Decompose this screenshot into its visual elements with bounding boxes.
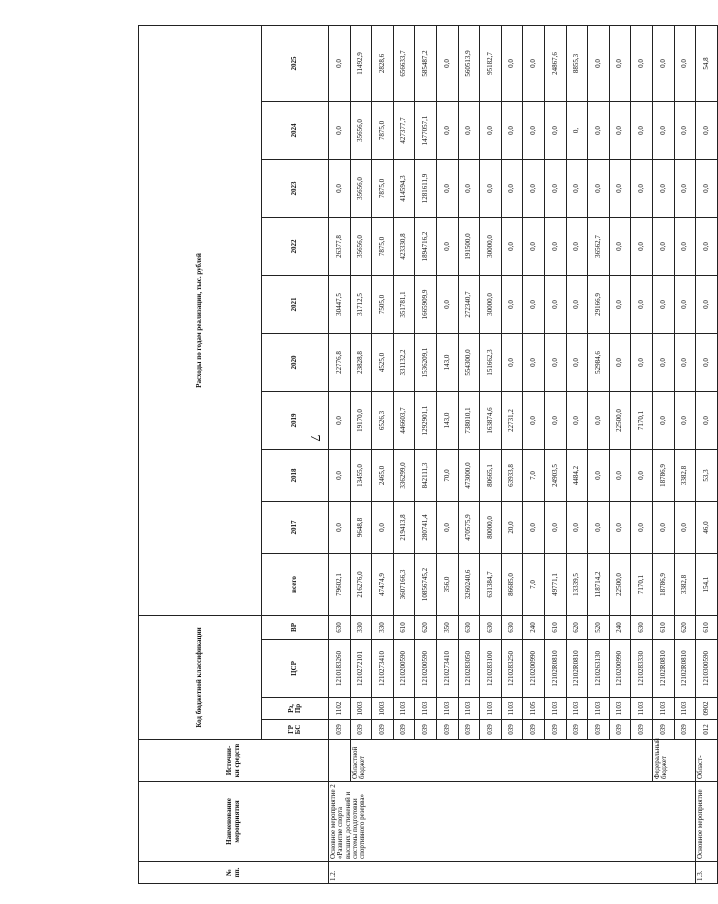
- rzpr-cell: 1103: [588, 698, 610, 720]
- value-cell: 7875,0: [372, 101, 394, 159]
- value-cell: 80000,0: [480, 501, 502, 553]
- value-cell: 351781,1: [393, 275, 415, 333]
- value-cell: 1292901,1: [415, 391, 437, 449]
- measure-name: Основное мероприятие 2 «Развитие спорта высших достижений и системы подготовки спортивного резерва»: [329, 782, 696, 862]
- col-grbs: ГР БС: [262, 720, 329, 740]
- value-cell: 0,0: [436, 275, 458, 333]
- value-cell: 7,0: [523, 449, 545, 501]
- value-cell: 7505,0: [372, 275, 394, 333]
- value-cell: 9648,8: [350, 501, 372, 553]
- value-cell: 0,0: [631, 449, 653, 501]
- grbs-cell: 039: [436, 720, 458, 740]
- value-cell: 0,0: [480, 159, 502, 217]
- value-cell: 52984,6: [588, 333, 610, 391]
- value-cell: 0,0: [674, 333, 696, 391]
- value-cell: 1536209,1: [415, 333, 437, 391]
- value-cell: 0,0: [674, 275, 696, 333]
- value-cell: 0,0: [523, 25, 545, 101]
- value-cell: 7170,1: [631, 553, 653, 615]
- value-cell: 0,0: [696, 101, 718, 159]
- value-cell: 2828,6: [372, 25, 394, 101]
- value-cell: 49771,1: [544, 553, 566, 615]
- value-cell: 0,0: [329, 449, 351, 501]
- grbs-cell: 039: [501, 720, 523, 740]
- col-kbk: Код бюджетной классификации: [139, 615, 262, 739]
- value-cell: 2465,0: [372, 449, 394, 501]
- value-cell: 191500,0: [458, 217, 480, 275]
- value-cell: 0,0: [458, 159, 480, 217]
- value-cell: 1665909,9: [415, 275, 437, 333]
- value-cell: 272340,7: [458, 275, 480, 333]
- value-cell: 31712,5: [350, 275, 372, 333]
- value-cell: 216276,0: [350, 553, 372, 615]
- csr-cell: 1210200590: [415, 640, 437, 698]
- value-cell: 0,0: [544, 333, 566, 391]
- value-cell: 7170,1: [631, 391, 653, 449]
- vr-cell: 620: [674, 615, 696, 639]
- col-year: 2020: [262, 333, 329, 391]
- value-cell: 414594,3: [393, 159, 415, 217]
- value-cell: 0,0: [631, 501, 653, 553]
- value-cell: 23828,8: [350, 333, 372, 391]
- value-cell: 0,0: [696, 159, 718, 217]
- rzpr-cell: 1105: [523, 698, 545, 720]
- measure-name: Основное мероприятие: [696, 782, 718, 862]
- value-cell: 30000,0: [480, 275, 502, 333]
- table-row: [329, 25, 351, 883]
- value-cell: 30000,0: [480, 217, 502, 275]
- value-cell: 47474,9: [372, 553, 394, 615]
- value-cell: 13339,5: [566, 553, 588, 615]
- value-cell: 423330,8: [393, 217, 415, 275]
- csr-cell: 1210200990: [523, 640, 545, 698]
- value-cell: 631384,7: [480, 553, 502, 615]
- value-cell: 0,0: [609, 101, 631, 159]
- rzpr-cell: 1102: [329, 698, 351, 720]
- vr-cell: 630: [329, 615, 351, 639]
- value-cell: 3382,8: [674, 553, 696, 615]
- vr-cell: 620: [415, 615, 437, 639]
- col-rzpr: Рз, Пр: [262, 698, 329, 720]
- value-cell: 0,0: [329, 501, 351, 553]
- vr-cell: 240: [609, 615, 631, 639]
- value-cell: 29166,9: [588, 275, 610, 333]
- value-cell: 0,0: [588, 391, 610, 449]
- grbs-cell: 039: [588, 720, 610, 740]
- col-source: Источни-ки средств: [139, 740, 329, 782]
- value-cell: 0,0: [329, 101, 351, 159]
- value-cell: 0,0: [588, 101, 610, 159]
- value-cell: 336299,0: [393, 449, 415, 501]
- grbs-cell: 039: [458, 720, 480, 740]
- value-cell: 0,0: [631, 333, 653, 391]
- csr-cell: 1210200990: [609, 640, 631, 698]
- value-cell: 0,0: [631, 217, 653, 275]
- value-cell: 0,0: [652, 391, 674, 449]
- value-cell: 26377,8: [329, 217, 351, 275]
- rzpr-cell: 1003: [350, 698, 372, 720]
- vr-cell: 630: [501, 615, 523, 639]
- value-cell: 0,0: [436, 217, 458, 275]
- value-cell: 0,0: [609, 159, 631, 217]
- value-cell: 11492,9: [350, 25, 372, 101]
- rzpr-cell: 1103: [480, 698, 502, 720]
- value-cell: 0,0: [696, 333, 718, 391]
- value-cell: 0,0: [544, 501, 566, 553]
- value-cell: 0,0: [436, 159, 458, 217]
- value-cell: 3382,8: [674, 449, 696, 501]
- value-cell: 1894716,2: [415, 217, 437, 275]
- grbs-cell: 039: [566, 720, 588, 740]
- csr-cell: 1210263130: [588, 640, 610, 698]
- vr-cell: 620: [566, 615, 588, 639]
- csr-cell: 1210283050: [458, 640, 480, 698]
- value-cell: 219413,8: [393, 501, 415, 553]
- value-cell: 22776,8: [329, 333, 351, 391]
- value-cell: 0,0: [696, 275, 718, 333]
- rzpr-cell: 1103: [415, 698, 437, 720]
- value-cell: 0,0: [566, 501, 588, 553]
- col-vr: ВР: [262, 615, 329, 639]
- value-cell: 554300,0: [458, 333, 480, 391]
- value-cell: 0,0: [544, 275, 566, 333]
- value-cell: 0,0: [329, 25, 351, 101]
- rzpr-cell: 1003: [372, 698, 394, 720]
- value-cell: 79602,1: [329, 553, 351, 615]
- vr-cell: 610: [544, 615, 566, 639]
- value-cell: 0,0: [588, 159, 610, 217]
- value-cell: 473000,0: [458, 449, 480, 501]
- value-cell: 0,0: [652, 501, 674, 553]
- value-cell: 4525,0: [372, 333, 394, 391]
- csr-cell: 1210283330: [631, 640, 653, 698]
- value-cell: 0,0: [674, 159, 696, 217]
- rotated-page: [138, 26, 710, 884]
- value-cell: 7,0: [523, 553, 545, 615]
- value-cell: 46,0: [696, 501, 718, 553]
- value-cell: 118714,2: [588, 553, 610, 615]
- value-cell: 143,0: [436, 391, 458, 449]
- vr-cell: 240: [523, 615, 545, 639]
- vr-cell: 610: [652, 615, 674, 639]
- grbs-cell: 039: [544, 720, 566, 740]
- rzpr-cell: 1103: [652, 698, 674, 720]
- value-cell: 0,0: [329, 159, 351, 217]
- value-cell: 0,0: [631, 159, 653, 217]
- vr-cell: 610: [696, 615, 718, 639]
- value-cell: 7875,0: [372, 217, 394, 275]
- rzpr-cell: 1103: [566, 698, 588, 720]
- value-cell: 0,0: [436, 25, 458, 101]
- col-year: 2018: [262, 449, 329, 501]
- value-cell: 0,0: [566, 275, 588, 333]
- table-row: [652, 25, 674, 883]
- value-cell: 356,0: [436, 553, 458, 615]
- value-cell: 163874,6: [480, 391, 502, 449]
- value-cell: 0,0: [566, 391, 588, 449]
- col-year: 2024: [262, 101, 329, 159]
- value-cell: 35656,0: [350, 101, 372, 159]
- value-cell: 8855,3: [566, 25, 588, 101]
- value-cell: 0,0: [609, 25, 631, 101]
- value-cell: 63933,8: [501, 449, 523, 501]
- value-cell: 0,0: [566, 333, 588, 391]
- value-cell: 0,0: [609, 217, 631, 275]
- value-cell: 0,0: [609, 501, 631, 553]
- rzpr-cell: 1103: [609, 698, 631, 720]
- value-cell: 0,0: [631, 101, 653, 159]
- vr-cell: 520: [588, 615, 610, 639]
- csr-cell: 1210272101: [350, 640, 372, 698]
- value-cell: 0,0: [523, 101, 545, 159]
- value-cell: 0,0: [544, 391, 566, 449]
- csr-cell: 12102R0810: [566, 640, 588, 698]
- row-number: 1.2.: [329, 862, 696, 884]
- vr-cell: 630: [631, 615, 653, 639]
- value-cell: 18786,9: [652, 553, 674, 615]
- col-expenses: Расходы по годам реализации, тыс. рублей: [139, 25, 262, 615]
- csr-cell: 1210183260: [329, 640, 351, 698]
- grbs-cell: 039: [372, 720, 394, 740]
- value-cell: 0,0: [674, 25, 696, 101]
- value-cell: 585487,2: [415, 25, 437, 101]
- value-cell: 24903,5: [544, 449, 566, 501]
- value-cell: 18786,9: [652, 449, 674, 501]
- csr-cell: 12102R0810: [674, 640, 696, 698]
- value-cell: 280741,4: [415, 501, 437, 553]
- value-cell: 0,0: [480, 101, 502, 159]
- source-cell: Областной бюджет: [350, 740, 652, 782]
- col-year: 2023: [262, 159, 329, 217]
- value-cell: 842111,3: [415, 449, 437, 501]
- value-cell: 80665,1: [480, 449, 502, 501]
- value-cell: 0,0: [523, 217, 545, 275]
- value-cell: 0,0: [631, 275, 653, 333]
- value-cell: 0,0: [566, 217, 588, 275]
- grbs-cell: 039: [415, 720, 437, 740]
- source-cell: Област-: [696, 740, 718, 782]
- col-year: 2019: [262, 391, 329, 449]
- rzpr-cell: 1103: [631, 698, 653, 720]
- vr-cell: 610: [393, 615, 415, 639]
- row-number: 1.3.: [696, 862, 718, 884]
- value-cell: 0,0: [372, 501, 394, 553]
- value-cell: 0,0: [588, 25, 610, 101]
- col-year: 2017: [262, 501, 329, 553]
- csr-cell: 12102R0810: [544, 640, 566, 698]
- table-row: [696, 25, 718, 883]
- value-cell: 427377,7: [393, 101, 415, 159]
- rzpr-cell: 0902: [696, 698, 718, 720]
- value-cell: 0,0: [588, 501, 610, 553]
- col-year: 2025: [262, 25, 329, 101]
- value-cell: 0,0: [652, 101, 674, 159]
- value-cell: 0,0: [523, 501, 545, 553]
- value-cell: 0,0: [501, 333, 523, 391]
- csr-cell: 12102R0810: [652, 640, 674, 698]
- value-cell: 13455,0: [350, 449, 372, 501]
- value-cell: 0,0: [544, 159, 566, 217]
- table-row: [350, 25, 372, 883]
- vr-cell: 350: [436, 615, 458, 639]
- vr-cell: 330: [350, 615, 372, 639]
- value-cell: 470575,9: [458, 501, 480, 553]
- grbs-cell: 039: [631, 720, 653, 740]
- value-cell: 0,0: [501, 159, 523, 217]
- value-cell: 0,0: [566, 159, 588, 217]
- value-cell: 0,0: [652, 275, 674, 333]
- page-number: 7: [307, 434, 322, 442]
- csr-cell: 1210283100: [480, 640, 502, 698]
- col-year: всего: [262, 553, 329, 615]
- value-cell: 0,0: [523, 275, 545, 333]
- csr-cell: 1210300590: [696, 640, 718, 698]
- csr-cell: 1210200590: [393, 640, 415, 698]
- value-cell: 0,0: [523, 391, 545, 449]
- value-cell: 143,0: [436, 333, 458, 391]
- rzpr-cell: 1103: [674, 698, 696, 720]
- value-cell: 95182,7: [480, 25, 502, 101]
- grbs-cell: 039: [609, 720, 631, 740]
- value-cell: 0,0: [609, 449, 631, 501]
- value-cell: 0,0: [652, 25, 674, 101]
- value-cell: 0,0: [696, 391, 718, 449]
- grbs-cell: 039: [480, 720, 502, 740]
- value-cell: 0,0: [501, 217, 523, 275]
- value-cell: 0,0: [436, 101, 458, 159]
- value-cell: 0,0: [501, 275, 523, 333]
- value-cell: 0,0: [609, 333, 631, 391]
- grbs-cell: 039: [523, 720, 545, 740]
- value-cell: 30447,5: [329, 275, 351, 333]
- value-cell: 154,1: [696, 553, 718, 615]
- value-cell: 0,0: [674, 101, 696, 159]
- value-cell: 22500,0: [609, 553, 631, 615]
- value-cell: 19170,0: [350, 391, 372, 449]
- value-cell: 0,0: [436, 501, 458, 553]
- value-cell: 24867,6: [544, 25, 566, 101]
- value-cell: 0,0: [631, 25, 653, 101]
- value-cell: 70,0: [436, 449, 458, 501]
- value-cell: 0,0: [674, 391, 696, 449]
- grbs-cell: 039: [652, 720, 674, 740]
- vr-cell: 630: [458, 615, 480, 639]
- rzpr-cell: 1103: [501, 698, 523, 720]
- value-cell: 0,0: [523, 159, 545, 217]
- rzpr-cell: 1103: [393, 698, 415, 720]
- col-num: № пп.: [139, 862, 329, 884]
- csr-cell: 1210273410: [436, 640, 458, 698]
- value-cell: 0,0: [329, 391, 351, 449]
- value-cell: 0,0: [501, 101, 523, 159]
- value-cell: 7875,0: [372, 159, 394, 217]
- value-cell: 0,0: [674, 217, 696, 275]
- value-cell: 560513,9: [458, 25, 480, 101]
- value-cell: 4484,2: [566, 449, 588, 501]
- value-cell: 22500,0: [609, 391, 631, 449]
- col-year: 2021: [262, 275, 329, 333]
- csr-cell: 1210273410: [372, 640, 394, 698]
- value-cell: 20,0: [501, 501, 523, 553]
- value-cell: 0,0: [523, 333, 545, 391]
- value-cell: 35656,0: [350, 159, 372, 217]
- value-cell: 6526,3: [372, 391, 394, 449]
- value-cell: 0,0: [674, 501, 696, 553]
- value-cell: 86685,0: [501, 553, 523, 615]
- col-name: Наименование мероприятия: [139, 782, 329, 862]
- value-cell: 10856745,2: [415, 553, 437, 615]
- value-cell: 0,0: [652, 217, 674, 275]
- value-cell: 0,: [566, 101, 588, 159]
- value-cell: 1281611,9: [415, 159, 437, 217]
- source-cell: Федеральный бюджет: [652, 740, 695, 782]
- value-cell: 0,0: [609, 275, 631, 333]
- grbs-cell: 012: [696, 720, 718, 740]
- grbs-cell: 039: [393, 720, 415, 740]
- value-cell: 3607166,3: [393, 553, 415, 615]
- value-cell: 0,0: [696, 217, 718, 275]
- col-year: 2022: [262, 217, 329, 275]
- value-cell: 446603,7: [393, 391, 415, 449]
- value-cell: 3260240,6: [458, 553, 480, 615]
- value-cell: 36562,7: [588, 217, 610, 275]
- value-cell: 0,0: [652, 159, 674, 217]
- budget-table: [138, 25, 718, 884]
- value-cell: 1477057,1: [415, 101, 437, 159]
- value-cell: 22731,2: [501, 391, 523, 449]
- csr-cell: 1210283250: [501, 640, 523, 698]
- value-cell: 0,0: [501, 25, 523, 101]
- vr-cell: 330: [372, 615, 394, 639]
- value-cell: 0,0: [544, 101, 566, 159]
- value-cell: 54,8: [696, 25, 718, 101]
- grbs-cell: 039: [674, 720, 696, 740]
- value-cell: 0,0: [544, 217, 566, 275]
- value-cell: 0,0: [588, 449, 610, 501]
- rzpr-cell: 1103: [544, 698, 566, 720]
- value-cell: 738010,1: [458, 391, 480, 449]
- value-cell: 0,0: [652, 333, 674, 391]
- rzpr-cell: 1103: [458, 698, 480, 720]
- grbs-cell: 039: [329, 720, 351, 740]
- value-cell: 151662,3: [480, 333, 502, 391]
- value-cell: 331132,2: [393, 333, 415, 391]
- value-cell: 35656,0: [350, 217, 372, 275]
- source-cell: [329, 740, 351, 782]
- vr-cell: 630: [480, 615, 502, 639]
- value-cell: 53,3: [696, 449, 718, 501]
- col-csr: ЦСР: [262, 640, 329, 698]
- rzpr-cell: 1103: [436, 698, 458, 720]
- grbs-cell: 039: [350, 720, 372, 740]
- value-cell: 0,0: [458, 101, 480, 159]
- value-cell: 656633,7: [393, 25, 415, 101]
